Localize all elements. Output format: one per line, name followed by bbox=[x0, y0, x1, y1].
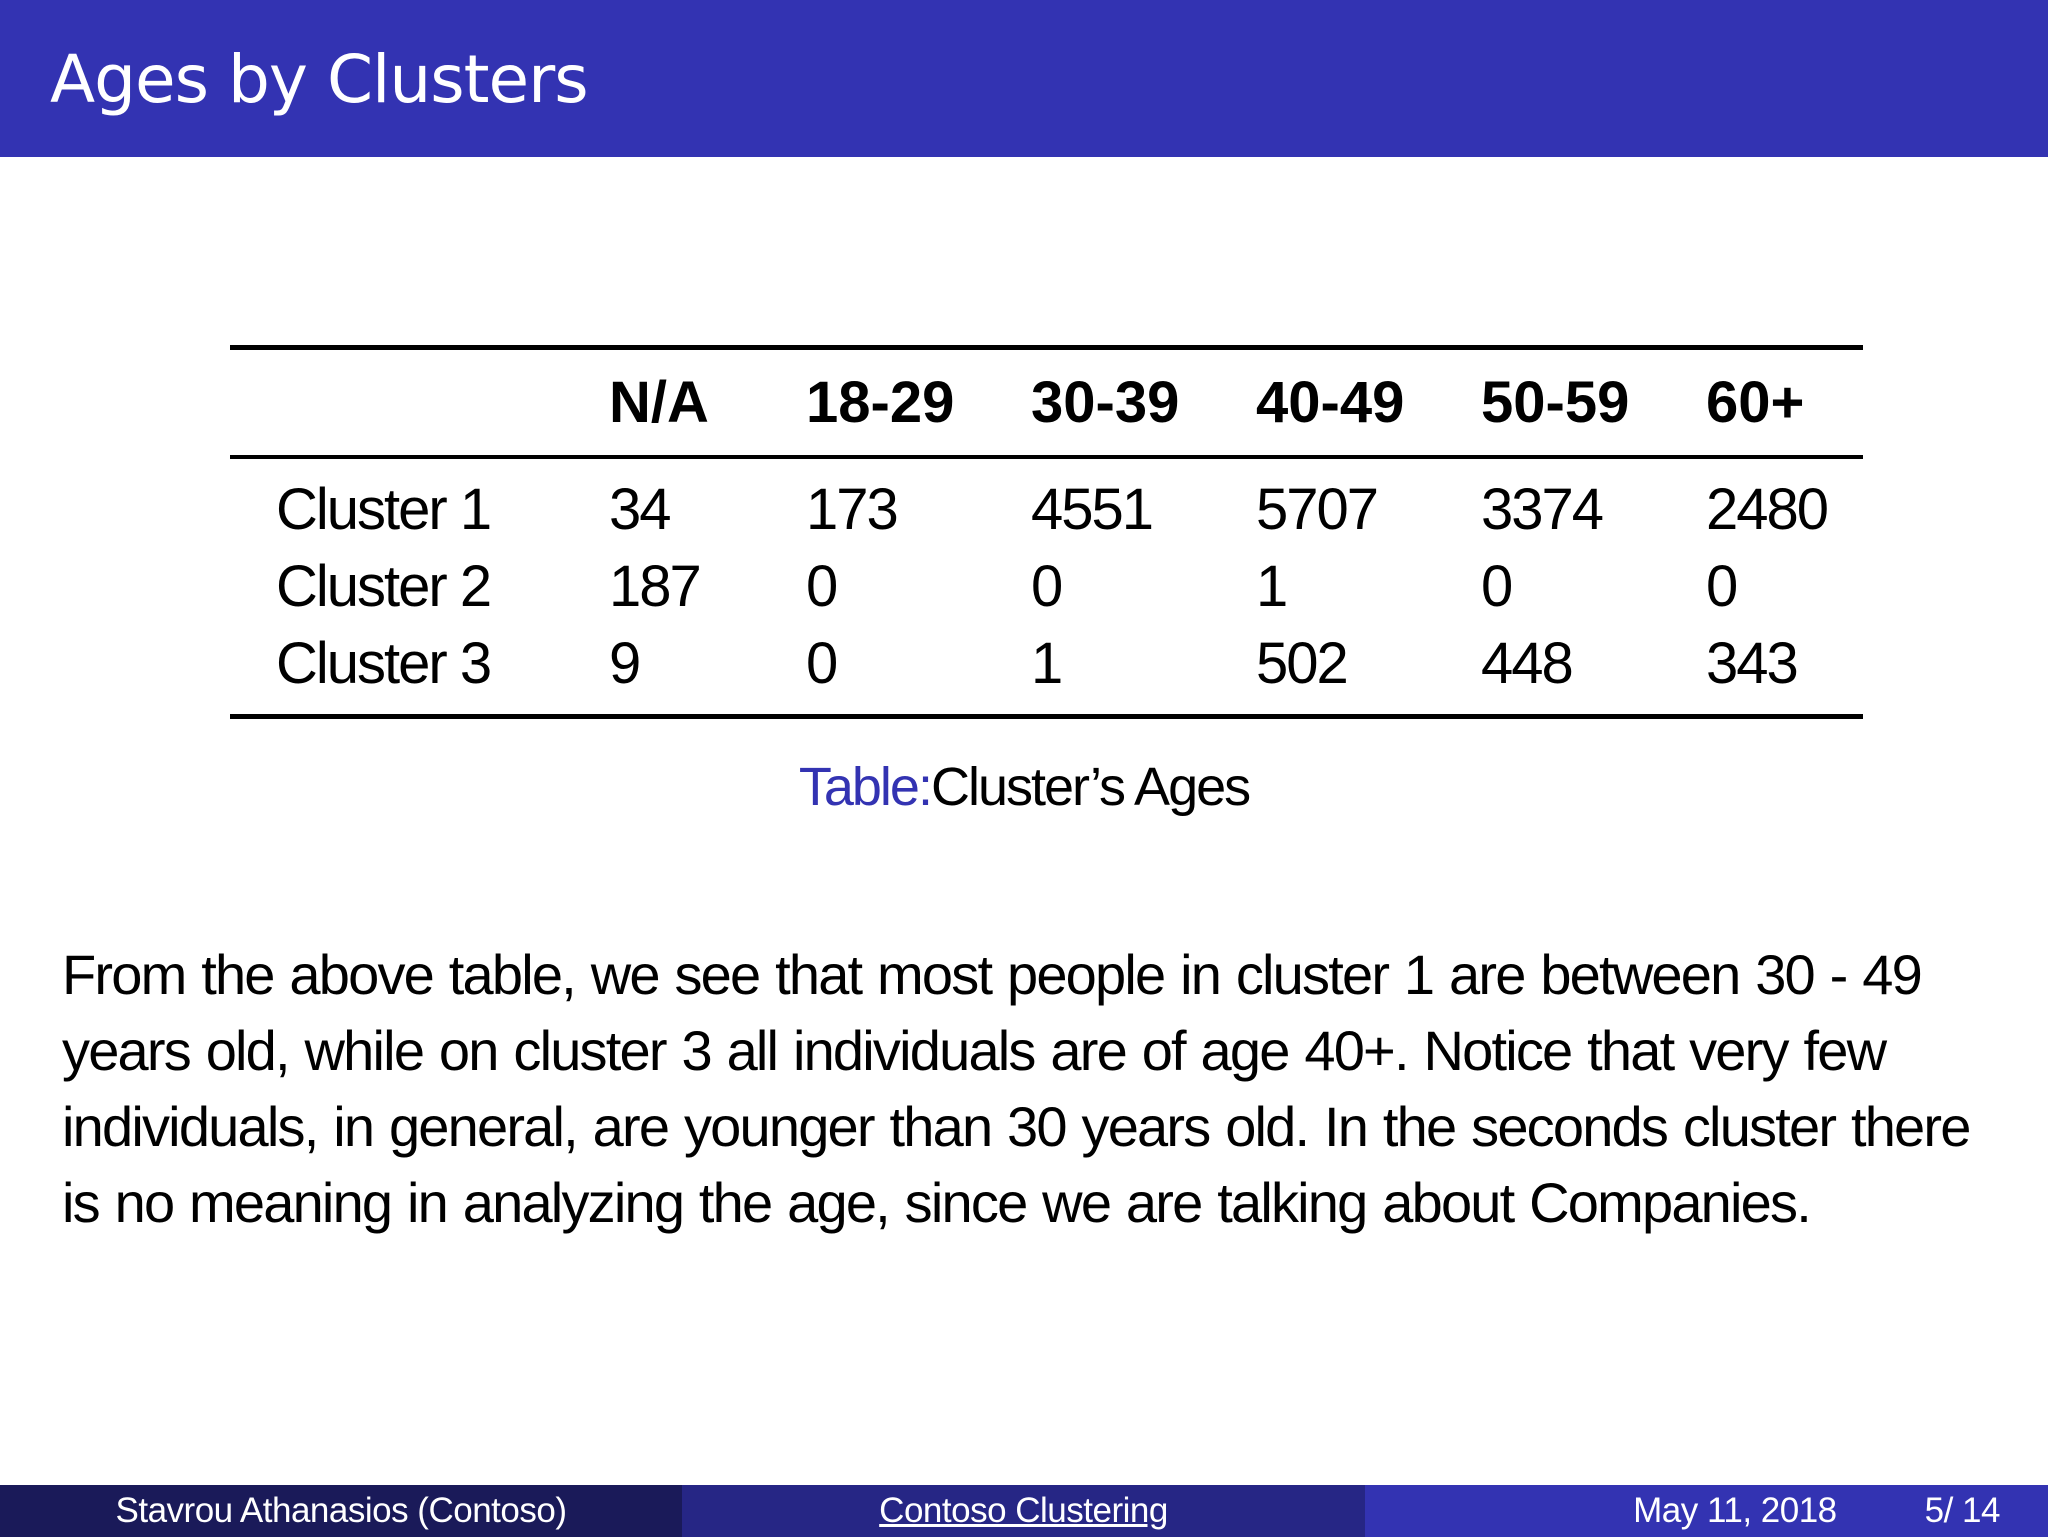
footer-author: Stavrou Athanasios (Contoso) bbox=[115, 1491, 567, 1530]
table-caption bbox=[0, 750, 2048, 824]
cluster-ages-table bbox=[230, 345, 1863, 719]
footer-date: May 11, 2018 bbox=[1633, 1491, 1837, 1530]
row-label: Cluster 1 bbox=[276, 477, 491, 542]
table-cell: 1 bbox=[1031, 631, 1062, 696]
table-cell: 0 bbox=[1481, 554, 1512, 619]
table-cell: 0 bbox=[1706, 554, 1737, 619]
table-cell: 0 bbox=[1031, 554, 1062, 619]
table-cell: 9 bbox=[609, 631, 640, 696]
table-cell: 2480 bbox=[1706, 477, 1828, 542]
table-cell: 4551 bbox=[1031, 477, 1153, 542]
footer-author-section bbox=[0, 1485, 682, 1537]
column-header-60-plus: 60+ bbox=[1706, 370, 1805, 435]
column-header-18-29: 18-29 bbox=[806, 370, 955, 435]
table-row bbox=[230, 548, 1863, 625]
table-cell: 3374 bbox=[1481, 477, 1603, 542]
column-header-50-59: 50-59 bbox=[1481, 370, 1630, 435]
footer-page-number: 5/ 14 bbox=[1924, 1491, 2000, 1530]
slide-title: Ages by Clusters bbox=[50, 41, 588, 118]
table-cell: 34 bbox=[609, 477, 670, 542]
body-paragraph: From the above table, we see that most people in cluster 1 are between 30 - 49 years old, while on cluster 3 all individuals are of age 40+. Notice that very few individuals, in general, are younger than 30 years old. In the seconds cluster there is no meaning in analyzing the age, since we are talking about Companies. bbox=[62, 943, 1970, 1234]
caption-text: Cluster’s Ages bbox=[930, 757, 1250, 817]
table-container bbox=[230, 345, 1828, 719]
table-cell: 0 bbox=[806, 554, 837, 619]
table-row bbox=[230, 457, 1863, 548]
title-bar bbox=[0, 0, 2048, 157]
table-cell: 173 bbox=[806, 477, 897, 542]
row-label: Cluster 3 bbox=[276, 631, 491, 696]
footer-presentation-title-link[interactable]: Contoso Clustering bbox=[879, 1491, 1168, 1530]
footer-date-section bbox=[1365, 1485, 2048, 1537]
table-cell: 448 bbox=[1481, 631, 1572, 696]
footer-title-section bbox=[682, 1485, 1365, 1537]
caption-label: Table: bbox=[798, 757, 931, 817]
table-cell: 343 bbox=[1706, 631, 1797, 696]
table-cell: 187 bbox=[609, 554, 700, 619]
table-cell: 5707 bbox=[1256, 477, 1378, 542]
column-header-na: N/A bbox=[609, 370, 709, 435]
column-header-empty bbox=[230, 348, 609, 458]
footer-bar bbox=[0, 1485, 2048, 1537]
row-label: Cluster 2 bbox=[276, 554, 491, 619]
table-cell: 1 bbox=[1256, 554, 1287, 619]
table-cell: 502 bbox=[1256, 631, 1347, 696]
table-cell: 0 bbox=[806, 631, 837, 696]
column-header-30-39: 30-39 bbox=[1031, 370, 1180, 435]
table-header-row bbox=[230, 348, 1863, 458]
table-row bbox=[230, 625, 1863, 717]
column-header-40-49: 40-49 bbox=[1256, 370, 1405, 435]
